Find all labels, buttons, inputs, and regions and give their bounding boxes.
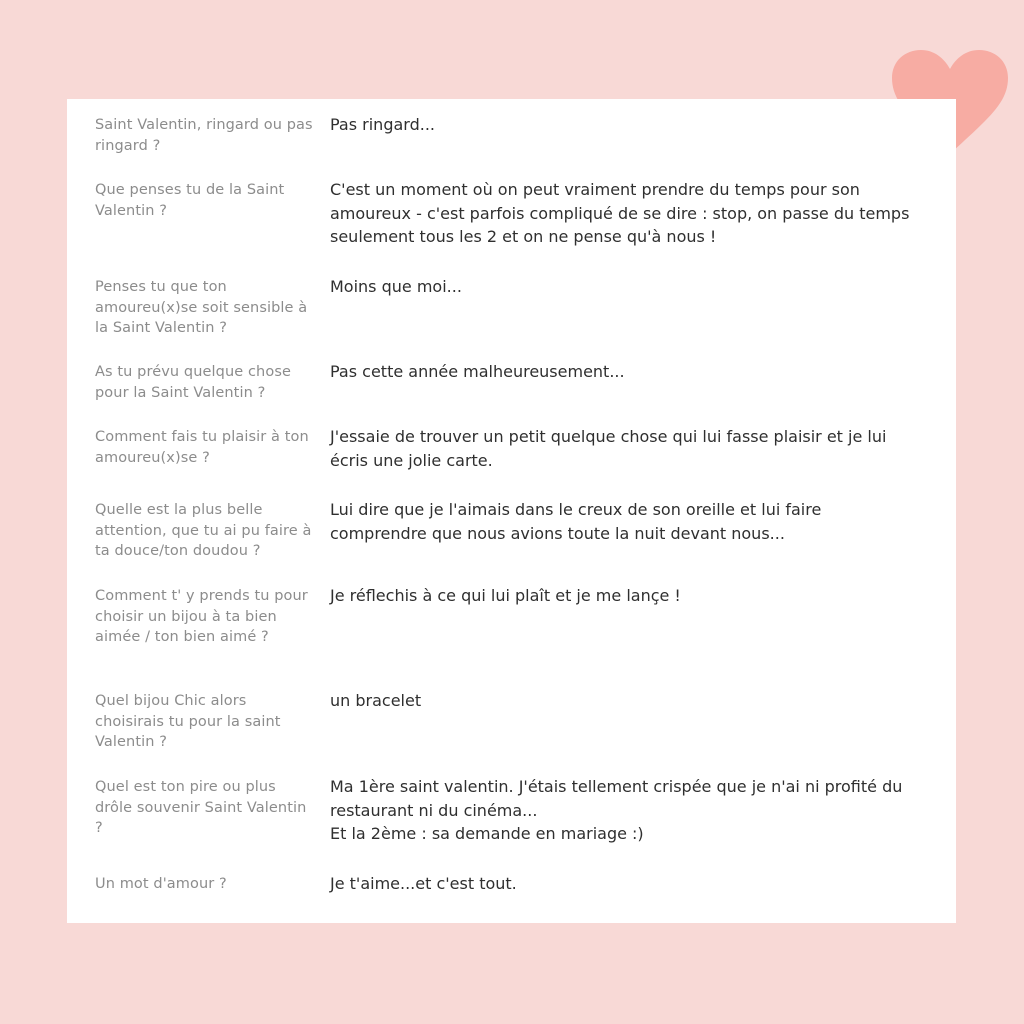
interview-card [67,99,956,923]
answer-text: Pas ringard... [330,115,435,134]
question-text: Comment t' y prends tu pour choisir un bijou à ta bien aimée / ton bien aimé ? [95,588,308,645]
answer-text: C'est un moment où on peut vraiment prendre du temps pour son amoureux - c'est parfois compliqué de se dire : stop, on passe du temps seulement tous les 2 et on ne pense qu'à nous ! [330,180,910,246]
question-text: Quel est ton pire ou plus drôle souvenir Saint Valentin ? [95,779,307,836]
answer-text: Je t'aime...et c'est tout. [330,874,517,893]
answer-text: Pas cette année malheureusement... [330,362,625,381]
question-text: Quel bijou Chic alors choisirais tu pour la saint Valentin ? [95,693,281,750]
question-text: Quelle est la plus belle attention, que tu ai pu faire à ta douce/ton doudou ? [95,502,312,559]
question-text: Comment fais tu plaisir à ton amoureu(x)se ? [95,429,309,466]
answer-text: Moins que moi... [330,277,462,296]
answer-text: Ma 1ère saint valentin. J'étais tellement crispée que je n'ai ni profité du restaurant ni du cinéma... Et la 2ème : sa demande en mariage :) [330,777,903,843]
question-text: Saint Valentin, ringard ou pas ringard ? [95,117,313,154]
question-text: Un mot d'amour ? [95,876,227,892]
question-text: Penses tu que ton amoureu(x)se soit sensible à la Saint Valentin ? [95,279,308,336]
answer-text: Lui dire que je l'aimais dans le creux de son oreille et lui faire comprendre que nous avions toute la nuit devant nous... [330,500,822,543]
answer-text: J'essaie de trouver un petit quelque chose qui lui fasse plaisir et je lui écris une jolie carte. [330,427,887,470]
answer-text: un bracelet [330,691,422,710]
question-text: As tu prévu quelque chose pour la Saint Valentin ? [95,364,291,401]
answer-text: Je réflechis à ce qui lui plaît et je me lançe ! [330,586,681,605]
question-text: Que penses tu de la Saint Valentin ? [95,182,285,219]
